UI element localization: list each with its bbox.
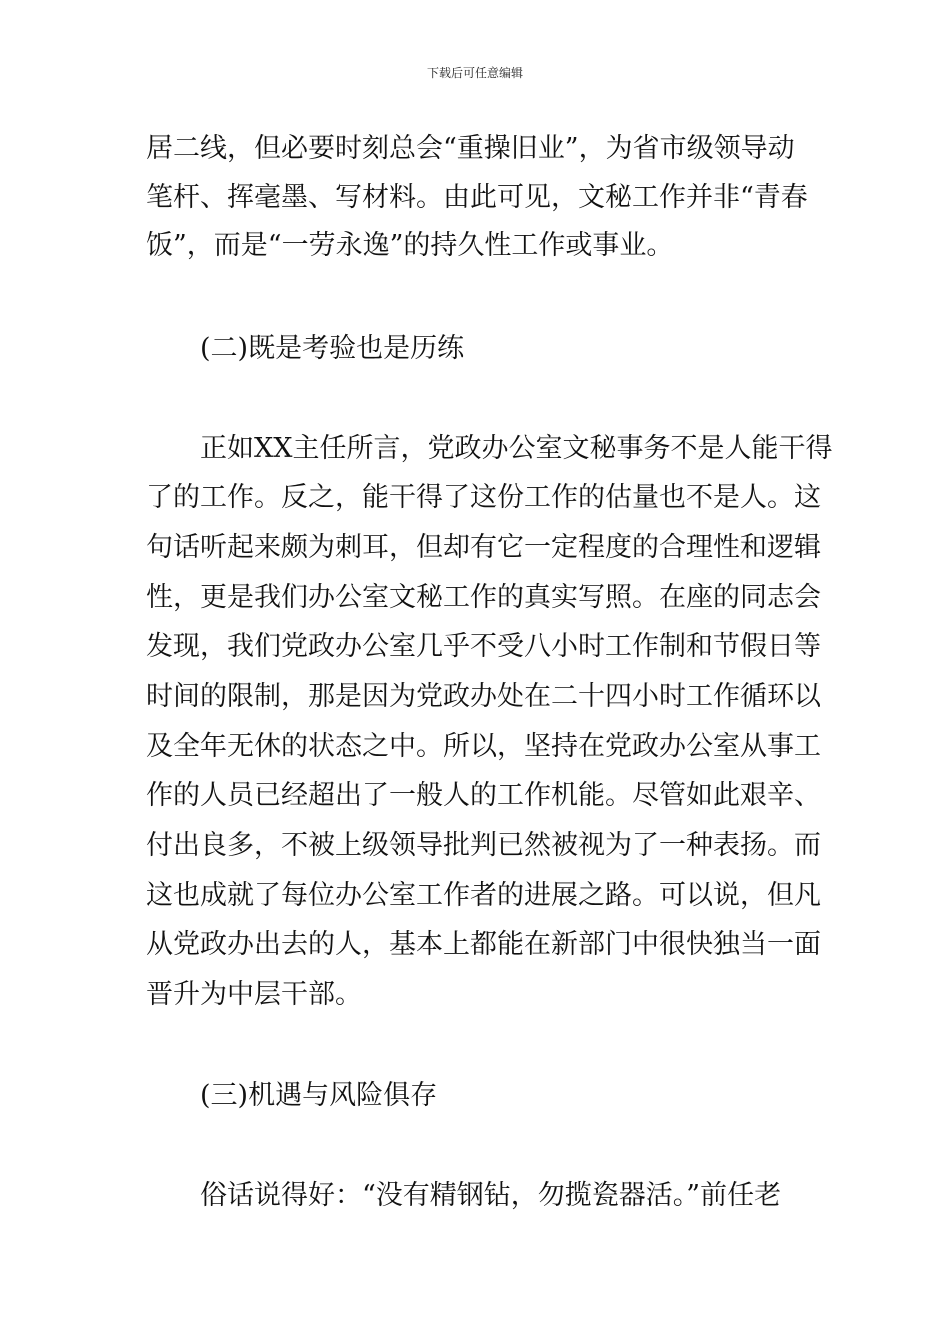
paragraph-2-line-8: 作的人员已经超出了一般人的工作机能。尽管如此艰辛、 [146,780,821,811]
section-heading-2: (二)既是考验也是历练 [200,333,465,364]
paragraph-1-line-1: 居二线，但必要时刻总会“重操旧业”，为省市级领导动 [146,133,795,164]
paragraph-1-line-3: 饭”，而是“一劳永逸”的持久性工作或事业。 [146,230,674,261]
paragraph-2-line-11: 从党政办出去的人，基本上都能在新部门中很快独当一面 [146,929,821,960]
page-header: 下载后可任意编辑 [426,66,523,80]
paragraph-2-line-9: 付出良多，不被上级领导批判已然被视为了一种表扬。而 [146,830,821,861]
section-heading-3: (三)机遇与风险俱存 [200,1080,438,1111]
paragraph-3-line-1: 俗话说得好：“没有精钢钻，勿揽瓷器活。”前任老 [200,1180,782,1211]
paragraph-2-line-6: 时间的限制，那是因为党政办处在二十四小时工作循环以 [146,681,821,712]
paragraph-2-line-4: 性，更是我们办公室文秘工作的真实写照。在座的同志会 [146,582,821,613]
paragraph-2-line-12: 晋升为中层干部。 [146,979,362,1010]
paragraph-2-line-2: 了的工作。反之，能干得了这份工作的估量也不是人。这 [146,482,821,513]
paragraph-2-line-5: 发现，我们党政办公室几乎不受八小时工作制和节假日等 [146,631,821,662]
paragraph-2-line-1: 正如XX主任所言，党政办公室文秘事务不是人能干得 [200,433,833,464]
paragraph-2-line-3: 句话听起来颇为刺耳，但却有它一定程度的合理性和逻辑 [146,532,821,563]
paragraph-2-line-10: 这也成就了每位办公室工作者的进展之路。可以说，但凡 [146,880,821,911]
paragraph-1-line-2: 笔杆、挥毫墨、写材料。由此可见，文秘工作并非“青春 [146,182,808,213]
paragraph-2-line-7: 及全年无休的状态之中。所以，坚持在党政办公室从事工 [146,731,821,762]
